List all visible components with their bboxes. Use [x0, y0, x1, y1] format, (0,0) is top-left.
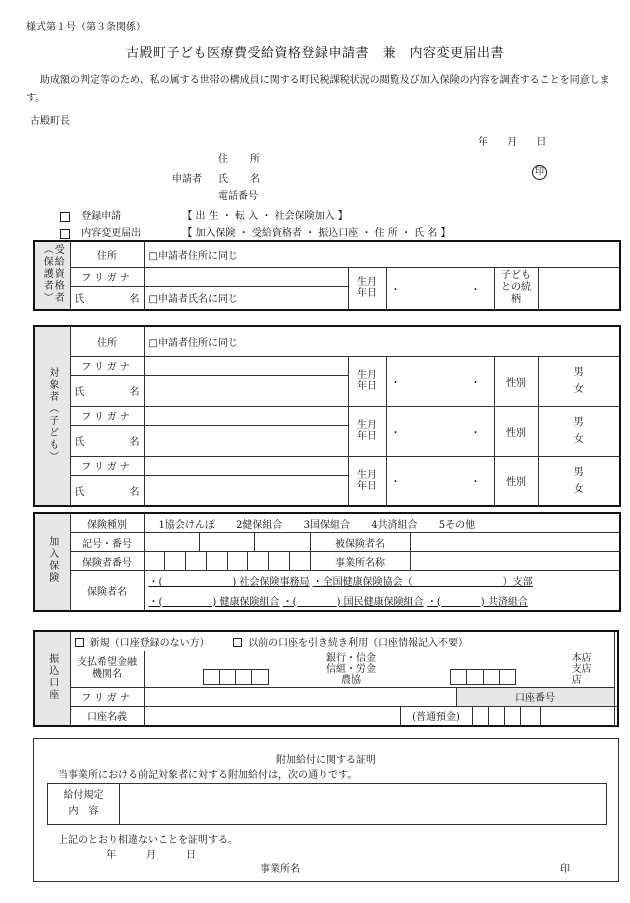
child-furigana-label: フリガナ	[70, 406, 144, 425]
child-sex-label: 性別	[494, 456, 538, 506]
account-number-label: 口座番号	[456, 687, 614, 706]
child-1-sex-field[interactable]	[538, 356, 620, 406]
page-title: 古殿町子ども医療費受給資格登録申請書 兼 内容変更届出書	[125, 46, 504, 61]
consent-text: 助成額の判定等のため、私の属する世帯の構成員に関する町民税課税状況の閲覧及び加入保険の内容を調査することを同意します。	[26, 75, 610, 104]
child-name-label: 氏名	[70, 375, 144, 406]
account-number-digit-4[interactable]	[520, 706, 540, 726]
insurer-mutual-aid: ・( ) 共済組合	[426, 596, 528, 608]
certificate-office-label: 事業所名	[260, 864, 300, 875]
bank-code-cells[interactable]	[203, 669, 269, 685]
bank-label: 支払希望金融機関名	[70, 651, 144, 687]
children-table	[33, 325, 621, 507]
child-2-furigana-field[interactable]	[144, 406, 348, 425]
branch-name-field[interactable]	[380, 651, 614, 687]
child-sex-label: 性別	[494, 356, 538, 406]
insurer-name-line-1[interactable]	[144, 571, 620, 591]
office-name-field[interactable]	[410, 552, 620, 571]
checkbox-continue-account[interactable]	[233, 638, 242, 647]
child-3-furigana-field[interactable]	[144, 456, 348, 475]
recipient-relation-field[interactable]	[538, 267, 620, 310]
recipient-birth-field[interactable]: ・ ・	[386, 267, 494, 310]
female-option: 女	[573, 384, 584, 395]
account-number-digit-6[interactable]	[614, 706, 618, 726]
branch-code-cells[interactable]	[450, 669, 516, 685]
child-1-name-field[interactable]	[144, 375, 348, 406]
account-furigana-label: フリガナ	[70, 687, 144, 706]
insurance-type-4[interactable]: 4共済組合	[371, 519, 418, 531]
account-option-row[interactable]	[70, 631, 614, 651]
child-name-label: 氏名	[70, 425, 144, 456]
child-2-name-field[interactable]	[144, 425, 348, 456]
recipient-address-field[interactable]: □申請者住所に同じ	[144, 241, 620, 267]
supplementary-benefit-certificate	[33, 738, 619, 882]
child-birth-label: 生月年日	[348, 456, 386, 506]
child-2-sex-field[interactable]	[538, 406, 620, 456]
male-option: 男	[573, 417, 584, 428]
recipient-name-label: 氏名	[70, 286, 144, 310]
male-option: 男	[573, 367, 584, 378]
child-birth-label: 生月年日	[348, 406, 386, 456]
child-furigana-label: フリガナ	[70, 356, 144, 375]
child-1-birth-field[interactable]: ・ ・	[386, 356, 494, 406]
certificate-title: 附加給付に関する証明	[276, 755, 376, 766]
symbol-number-label: 記号・番号	[70, 533, 144, 552]
child-3-sex-field[interactable]	[538, 456, 620, 506]
account-number-digit-2[interactable]	[488, 706, 504, 726]
recipient-furigana-label: フリガナ	[70, 267, 144, 286]
insurance-type-2[interactable]: 2健保組合	[236, 519, 283, 531]
benefit-rule-label: 給付規定 内 容	[48, 784, 120, 824]
insurance-type-label: 保険種別	[70, 513, 144, 533]
account-side-label: 振込口座	[34, 631, 70, 726]
insurance-table	[33, 512, 621, 612]
request-registration-options: 【 出 生 ・ 転 入 ・ 社会保険加入 】	[182, 211, 348, 222]
branch-type-options: 本店 支店 店	[571, 653, 592, 686]
checkbox-registration[interactable]	[60, 212, 70, 222]
request-change-label: 内容変更届出	[81, 228, 142, 239]
benefit-rule-box[interactable]	[47, 783, 607, 825]
child-sex-label: 性別	[494, 406, 538, 456]
recipient-side-label: 受給資格者（保護者）	[34, 241, 70, 310]
child-furigana-label: フリガナ	[70, 456, 144, 475]
recipient-birth-label: 生月年日	[348, 267, 386, 310]
account-furigana-field[interactable]	[144, 687, 456, 706]
child-name-label: 氏名	[70, 475, 144, 506]
certificate-date[interactable]: 年 月 日	[106, 850, 196, 861]
child-birth-label: 生月年日	[348, 356, 386, 406]
checkbox-change[interactable]	[60, 229, 70, 239]
insurer-social-office: ・( ) 社会保険事務局	[148, 577, 310, 589]
applicant-address-label: 住 所	[218, 154, 266, 165]
male-option: 男	[573, 466, 584, 478]
request-registration[interactable]	[60, 207, 348, 222]
request-registration-label: 登録申請	[81, 211, 122, 222]
bank-name-field[interactable]	[144, 651, 380, 687]
form-number: 様式第１号（第３条関係）	[26, 22, 146, 33]
year-label: 年	[478, 137, 488, 148]
recipient-name-field[interactable]: □申請者氏名に同じ	[144, 286, 348, 310]
account-holder-field[interactable]	[144, 706, 400, 726]
insurer-national-union: ・( ) 国民健康保険組合	[282, 596, 424, 608]
addressee: 古殿町長	[30, 116, 70, 127]
certificate-statement: 当事業所における前記対象者に対する附加給付は，次の通りです。	[58, 770, 358, 781]
request-change[interactable]	[60, 224, 451, 239]
account-number-digit-5[interactable]	[540, 706, 614, 726]
seal-mark-icon: 印	[532, 165, 547, 180]
account-number-digit-3[interactable]	[504, 706, 520, 726]
child-3-name-field[interactable]	[144, 475, 348, 506]
insurer-health-union: ・( ) 健康保険組合	[148, 596, 280, 608]
applicant-name-label: 氏 名	[218, 174, 266, 185]
recipient-address-label: 住所	[70, 241, 144, 267]
insurance-type-5[interactable]: 5その他	[438, 519, 476, 531]
insurer-name-label: 保険者名	[70, 571, 144, 611]
child-address-label: 住所	[70, 326, 144, 356]
children-side-label: 対象者（子ども）	[34, 326, 70, 506]
applicant-phone-label: 電話番号	[218, 191, 258, 202]
applicant-label: 申請者	[172, 174, 202, 185]
insurer-kyokai: ・全国健康保険協会（ ）支部	[312, 577, 533, 589]
bank-type-options: 銀行・信金 信組・労金 農協	[326, 653, 376, 686]
checkbox-new-account[interactable]	[75, 638, 84, 647]
certificate-confirm: 上記のとおり相違ないことを証明する。	[58, 835, 238, 846]
child-1-furigana-field[interactable]	[144, 356, 348, 375]
symbol-number-field[interactable]	[144, 533, 310, 552]
recipient-relation-label: 子どもとの続柄	[494, 267, 538, 310]
insurance-type-options[interactable]	[144, 513, 620, 533]
insured-name-field[interactable]	[410, 533, 620, 552]
recipient-furigana-field[interactable]	[144, 267, 348, 286]
day-label: 日	[536, 137, 547, 148]
insured-name-label: 被保険者名	[310, 533, 410, 552]
request-change-options: 【 加入保険 ・ 受給資格者 ・ 振込口座 ・ 住 所 ・ 氏 名 】	[182, 228, 451, 239]
insurance-side-label: 加入保険	[34, 513, 70, 611]
child-address-field[interactable]: □申請者住所に同じ	[144, 326, 620, 356]
insurer-number-label: 保険者番号	[70, 552, 144, 571]
recipient-table	[33, 240, 621, 311]
certificate-seal-label: 印	[560, 864, 570, 875]
application-date[interactable]	[478, 133, 546, 148]
insurance-type-3[interactable]: 3国保組合	[303, 519, 350, 531]
account-number-digit-1[interactable]	[472, 706, 488, 726]
account-holder-label: 口座名義	[70, 706, 144, 726]
office-name-label: 事業所名称	[310, 552, 410, 571]
account-table	[33, 630, 619, 727]
deposit-type: (普通預金)	[400, 706, 472, 726]
child-3-birth-field[interactable]: ・ ・	[386, 456, 494, 506]
child-2-birth-field[interactable]: ・ ・	[386, 406, 494, 456]
insurer-number-field[interactable]	[144, 552, 310, 571]
insurance-type-1[interactable]: 1協会けんぽ	[158, 519, 215, 531]
month-label: 月	[507, 137, 518, 148]
new-account-label: 新規（口座登録のない方）	[89, 638, 210, 649]
female-option: 女	[573, 434, 584, 445]
continue-account-label: 以前の口座を引き続き利用（口座情報記入不要）	[248, 638, 469, 649]
female-option: 女	[573, 483, 584, 495]
insurer-name-line-2[interactable]	[144, 591, 620, 611]
